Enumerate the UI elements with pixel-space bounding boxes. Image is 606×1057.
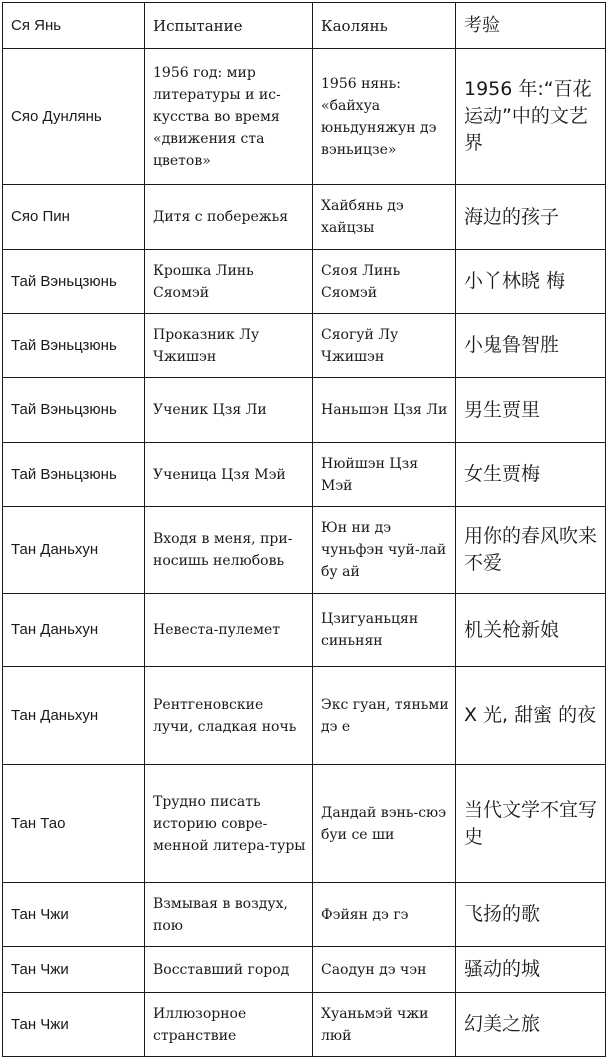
table-cell-title-zh: 飞扬的歌 xyxy=(456,883,606,947)
table-cell-title-zh: 骚动的城 xyxy=(456,947,606,993)
table-cell-author: Сяо Пин xyxy=(3,185,145,250)
author-works-table xyxy=(2,2,606,1057)
table-cell-author: Тан Чжи xyxy=(3,947,145,993)
table-cell-title-pinyin: Сяоя Линь Сяомэй xyxy=(313,250,456,314)
table-cell-author: Тан Даньхун xyxy=(3,594,145,667)
table-cell-title-zh: 女生贾梅 xyxy=(456,443,606,507)
table-cell-author: Тан Даньхун xyxy=(3,507,145,594)
table-cell-title-zh: 男生贾里 xyxy=(456,378,606,443)
table-row xyxy=(3,594,606,667)
table-cell-author: Тай Вэньцзюнь xyxy=(3,443,145,507)
table-cell-title-ru: Восставший город xyxy=(145,947,313,993)
table-cell-title-ru: 1956 год: мир литературы и ис-кусства во время «движения ста цветов» xyxy=(145,49,313,185)
table-cell-title-ru: Взмывая в воздух, пою xyxy=(145,883,313,947)
table-cell-title-zh: 海边的孩子 xyxy=(456,185,606,250)
table-cell-title-pinyin: Нюйшэн Цзя Мэй xyxy=(313,443,456,507)
table-row xyxy=(3,507,606,594)
table-row xyxy=(3,883,606,947)
table-cell-title-zh: 1956 年:“百花运动”中的文艺界 xyxy=(456,49,606,185)
table-cell-title-ru: Крошка Линь Сяомэй xyxy=(145,250,313,314)
table-row xyxy=(3,250,606,314)
table-cell-title-pinyin: Саодун дэ чэн xyxy=(313,947,456,993)
table-cell-title-pinyin: Экс гуан, тяньми дэ е xyxy=(313,667,456,765)
table-cell-title-zh: 用你的春风吹来不爱 xyxy=(456,507,606,594)
table-cell-title-ru: Ученица Цзя Мэй xyxy=(145,443,313,507)
table-cell-title-pinyin: Сяогуй Лу Чжишэн xyxy=(313,314,456,378)
table-cell-author: Тан Даньхун xyxy=(3,667,145,765)
table-cell-title-ru: Иллюзорное странствие xyxy=(145,993,313,1057)
table-cell-title-pinyin: Фэйян дэ гэ xyxy=(313,883,456,947)
table-row xyxy=(3,3,606,49)
table-row xyxy=(3,993,606,1057)
table-cell-title-ru: Проказник Лу Чжишэн xyxy=(145,314,313,378)
table-cell-title-zh: 小鬼鲁智胜 xyxy=(456,314,606,378)
table-cell-title-ru: Невеста-пулемет xyxy=(145,594,313,667)
table-cell-author: Сяо Дунлянь xyxy=(3,49,145,185)
table-cell-title-zh: 当代文学不宜写史 xyxy=(456,765,606,883)
table-cell-author: Тай Вэньцзюнь xyxy=(3,314,145,378)
table-cell-title-pinyin: Хайбянь дэ хайцзы xyxy=(313,185,456,250)
table-cell-title-pinyin: Каолянь xyxy=(313,3,456,49)
table-cell-title-pinyin: Юн ни дэ чуньфэн чуй-лай бу ай xyxy=(313,507,456,594)
table-row xyxy=(3,49,606,185)
table-row xyxy=(3,378,606,443)
table-cell-title-zh: X 光, 甜蜜 的夜 xyxy=(456,667,606,765)
table-row xyxy=(3,947,606,993)
table-cell-title-ru: Дитя с побережья xyxy=(145,185,313,250)
table-cell-author: Тай Вэньцзюнь xyxy=(3,250,145,314)
table-cell-title-ru: Ученик Цзя Ли xyxy=(145,378,313,443)
table-cell-author: Ся Янь xyxy=(3,3,145,49)
table-cell-title-ru: Трудно писать историю совре-менной литера-туры xyxy=(145,765,313,883)
table-cell-title-pinyin: Дандай вэнь-сюэ буи се ши xyxy=(313,765,456,883)
table-row xyxy=(3,185,606,250)
table-cell-author: Тан Тао xyxy=(3,765,145,883)
table-cell-author: Тан Чжи xyxy=(3,993,145,1057)
table-cell-title-ru: Входя в меня, при-носишь нелюбовь xyxy=(145,507,313,594)
table-cell-title-pinyin: Хуаньмэй чжи люй xyxy=(313,993,456,1057)
table-cell-title-ru: Испытание xyxy=(145,3,313,49)
table-cell-title-pinyin: Цзигуаньцян синьнян xyxy=(313,594,456,667)
table-cell-title-zh: 机关枪新娘 xyxy=(456,594,606,667)
table-row xyxy=(3,765,606,883)
table-cell-title-zh: 小丫林晓 梅 xyxy=(456,250,606,314)
table-cell-title-zh: 幻美之旅 xyxy=(456,993,606,1057)
table-cell-author: Тай Вэньцзюнь xyxy=(3,378,145,443)
table-cell-title-pinyin: 1956 нянь: «байхуа юньдуняжун дэ вэньицзе» xyxy=(313,49,456,185)
table-cell-title-zh: 考验 xyxy=(456,3,606,49)
table-row xyxy=(3,314,606,378)
table-cell-title-pinyin: Наньшэн Цзя Ли xyxy=(313,378,456,443)
table-cell-title-ru: Рентгеновские лучи, сладкая ночь xyxy=(145,667,313,765)
table-row xyxy=(3,443,606,507)
table-row xyxy=(3,667,606,765)
table-cell-author: Тан Чжи xyxy=(3,883,145,947)
